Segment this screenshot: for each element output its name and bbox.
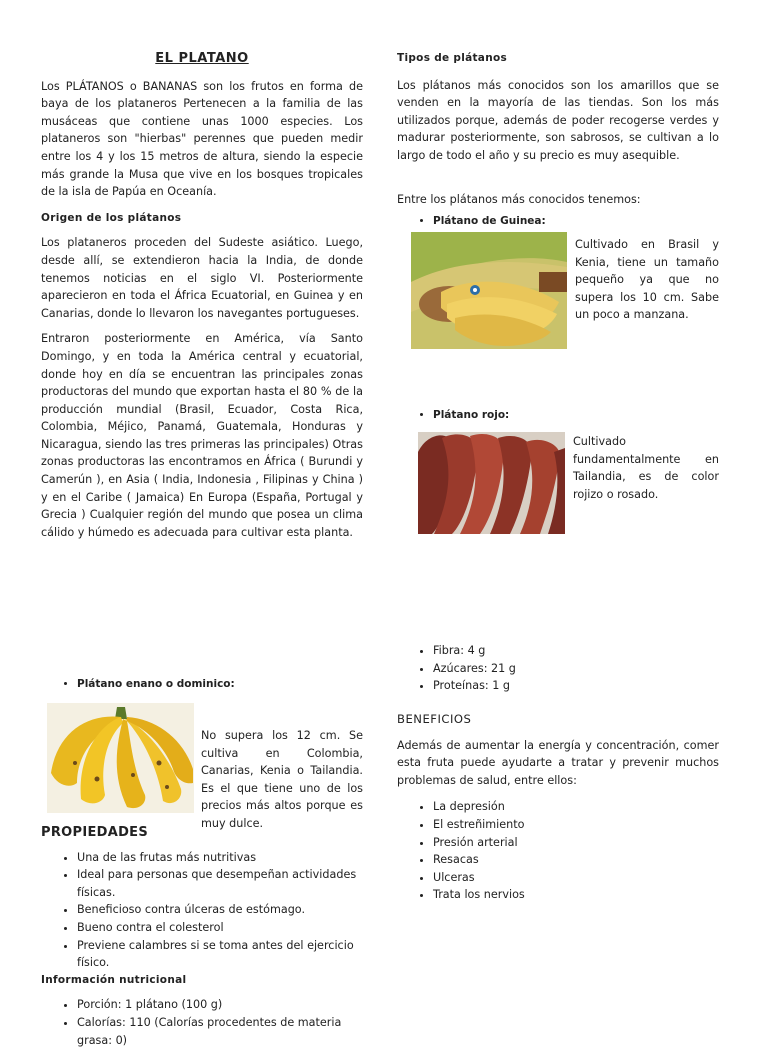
guinea-item xyxy=(397,213,719,231)
origin-paragraph-2: Entraron posteriormente en América, vía Santo Domingo, y en toda la América central y ecuatorial, donde hoy en día se encuentran las principales zonas productoras del mundo que exportan hasta el 80 % de la producción mundial (Brasil, Ecuador, Costa Rica, Colombia, Méjico, Panamá, Guatemala, Honduras y Nicaragua, siendo las tres primeras las principales) Otras zonas productoras las encontramos en África ( Burundi y Camerún ), en Asia ( India, Indonesia , Filipinas y China ) y en el Caribe ( Jamaica) En Europa (España, Portugal y Grecia ) Cualquier región del mundo que posea un clima cálido y húmedo es adecuada para cultivar esta planta. xyxy=(41,332,363,539)
list-item: • Presión arterial xyxy=(433,834,719,852)
enano-banana-image xyxy=(47,703,194,813)
list-item: • Una de las frutas más nutritivas xyxy=(77,849,363,867)
list-item: • Previene calambres si se toma antes del ejercicio físico. xyxy=(77,937,363,972)
list-item: • Resacas xyxy=(433,851,719,869)
beneficios-list xyxy=(397,798,719,904)
rojo-banana-photo xyxy=(418,432,565,534)
enano-description-block xyxy=(201,727,363,833)
guinea-banana-image xyxy=(411,232,567,349)
list-item: • Bueno contra el colesterol xyxy=(77,919,363,937)
list-item: • Fibra: 4 g xyxy=(433,642,719,660)
list-item: • Ideal para personas que desempeñan actividades físicas. xyxy=(77,866,363,901)
tipos-paragraph: Los plátanos más conocidos son los amarillos que se venden en la mayoría de las tiendas. Son los más utilizados porque, además de poder recogerse verdes y madurar posteriormente, son sabrosos, se cultivan a lo largo de todo el año y su precio es muy asequible. xyxy=(397,78,719,162)
guinea-banana-photo xyxy=(411,232,567,349)
origin-heading: Origen de los plátanos xyxy=(41,211,182,224)
enano-title: • Plátano enano o dominico: xyxy=(77,676,363,694)
tipos-heading: Tipos de plátanos xyxy=(397,52,508,64)
rojo-item xyxy=(397,407,719,425)
rojo-description-block xyxy=(573,433,719,503)
propiedades-heading: PROPIEDADES xyxy=(41,825,149,840)
beneficios-paragraph: Además de aumentar la energía y concentración, comer esta fruta puede ayudarte a tratar y prevenir muchos problemas de salud, entre ellos: xyxy=(397,738,719,787)
left-column-top xyxy=(41,50,363,541)
intro-paragraph: Los PLÁTANOS o BANANAS son los frutos en forma de baya de los plataneros Pertenecen a la familia de las musáceas que contiene unas 1000 especies. Los plataneros son "hierbas" perennes que pueden medir entre los 4 y los 15 metros de altura, siendo la especie más grande la Musa que vive en los bosques tropicales de la isla de Papúa en Oceanía. xyxy=(41,79,363,199)
list-item: • Proteínas: 1 g xyxy=(433,677,719,695)
conocidos-text: Entre los plátanos más conocidos tenemos: xyxy=(397,192,641,206)
guinea-description: Cultivado en Brasil y Kenia, tiene un tamaño pequeño ya que no supera los 10 cm. Sabe un poco a manzana. xyxy=(575,238,719,322)
right-column-top xyxy=(397,50,719,231)
enano-description: No supera los 12 cm. Se cultiva en Colombia, Canarias, Kenia o Tailandia. Es el que tiene uno de los precios más altos porque es muy dulce. xyxy=(201,729,363,830)
rojo-description: Cultivado fundamentalmente en Tailandia, es de color rojizo o rosado. xyxy=(573,435,719,501)
list-item: • La depresión xyxy=(433,798,719,816)
guinea-description-block xyxy=(575,236,719,324)
list-item: • El estreñimiento xyxy=(433,816,719,834)
nutricional-list xyxy=(41,996,363,1049)
list-item: • Trata los nervios xyxy=(433,886,719,904)
rojo-title: • Plátano rojo: xyxy=(433,407,719,425)
guinea-title: • Plátano de Guinea: xyxy=(433,213,719,231)
page-title: EL PLATANO xyxy=(155,51,249,66)
beneficios-heading: BENEFICIOS xyxy=(397,712,472,726)
rojo-banana-image xyxy=(418,432,565,534)
origin-paragraph-1: Los plataneros proceden del Sudeste asiático. Luego, desde allí, se extendieron hacia la India, de donde tenemos noticias en el siglo VI. Posteriormente aparecieron en toda el África Ecuatorial, en Guinea y en Canarias, donde lo llevaron los navegantes portugueses. xyxy=(41,236,363,320)
list-item: • Ulceras xyxy=(433,869,719,887)
nutri-continuation-list xyxy=(397,642,719,695)
enano-section xyxy=(41,676,363,694)
enano-banana-photo xyxy=(47,703,194,813)
rojo-section xyxy=(397,407,719,425)
propiedades-section xyxy=(41,824,363,1049)
list-item: • Azúcares: 21 g xyxy=(433,660,719,678)
nutricional-heading: Información nutricional xyxy=(41,973,187,986)
list-item: • Calorías: 110 (Calorías procedentes de materia grasa: 0) xyxy=(77,1014,363,1049)
propiedades-list xyxy=(41,849,363,972)
nutri-continuation xyxy=(397,642,719,695)
list-item: • Beneficioso contra úlceras de estómago. xyxy=(77,901,363,919)
list-item: • Porción: 1 plátano (100 g) xyxy=(77,996,363,1014)
beneficios-section xyxy=(397,711,719,904)
